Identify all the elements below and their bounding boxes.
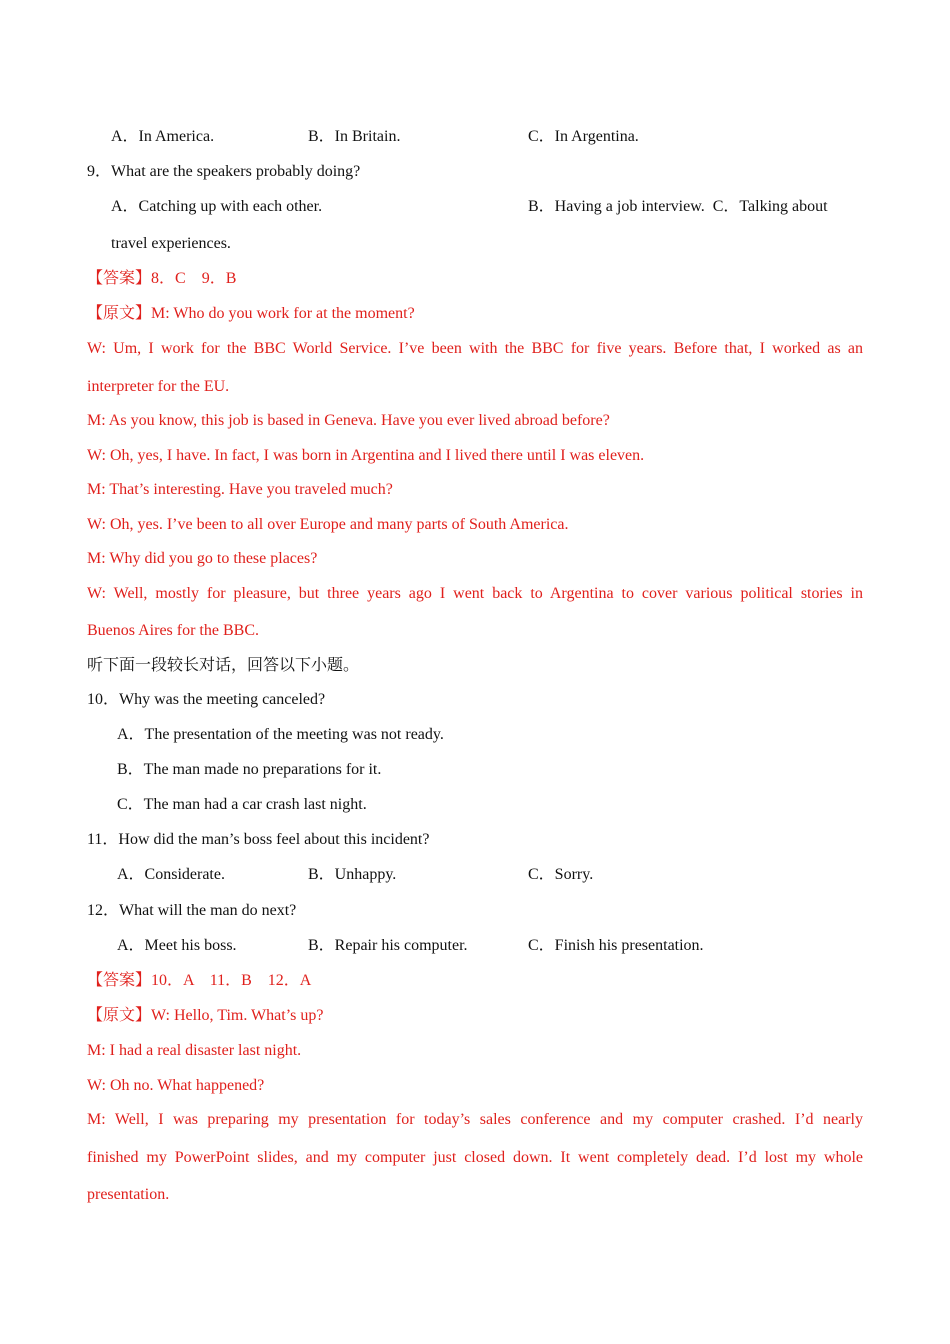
- transcript-line: W: Um, I work for the BBC World Service. I’ve been with the BBC for five years. Before that, I worked as an: [87, 340, 863, 357]
- q10-option-c: C．The man had a car crash last night.: [117, 796, 367, 813]
- transcript-line: W: Oh, yes, I have. In fact, I was born in Argentina and I lived there until I was eleven.: [87, 447, 645, 464]
- q12-option-a: A．Meet his boss.: [117, 937, 237, 954]
- transcript-line: finished my PowerPoint slides, and my computer just closed down. It went completely dead. I’d lost my whole: [87, 1149, 863, 1166]
- q10-option-a: A．The presentation of the meeting was not ready.: [117, 726, 444, 743]
- q12-question: 12．What will the man do next?: [87, 902, 297, 919]
- transcript-line-first: [87, 304, 863, 324]
- q12-option-c: C．Finish his presentation.: [528, 937, 704, 954]
- q9-question: 9．What are the speakers probably doing?: [87, 163, 361, 180]
- q10-option-b: B．The man made no preparations for it.: [117, 761, 382, 778]
- answer-line-1: [87, 269, 863, 289]
- q11-option-b: B．Unhappy.: [308, 866, 397, 883]
- q10-question: 10．Why was the meeting canceled?: [87, 691, 326, 708]
- transcript-label: 【原文】: [87, 1007, 152, 1024]
- answer-label: 【答案】: [87, 972, 152, 989]
- q8-option-b: B．In Britain.: [308, 128, 401, 145]
- q9-option-b: [528, 197, 828, 217]
- answer-text: 8．C 9．B: [151, 270, 237, 287]
- transcript-line: W: Oh, yes. I’ve been to all over Europe and many parts of South America.: [87, 516, 569, 533]
- transcript-line: M: Why did you go to these places?: [87, 550, 318, 567]
- section-instruction: 听下面一段较长对话，回答以下小题。: [87, 657, 360, 674]
- q9-option-c-continued: travel experiences.: [111, 235, 231, 252]
- q9-option-b-text: B．Having a job interview.: [528, 198, 705, 215]
- answer-line-2: [87, 971, 863, 991]
- transcript-line-first: [87, 1006, 863, 1026]
- transcript-line: M: Well, I was preparing my presentation for today’s sales conference and my computer crashed. I’d nearly: [87, 1111, 863, 1128]
- transcript-line: M: As you know, this job is based in Geneva. Have you ever lived abroad before?: [87, 412, 610, 429]
- transcript-line: M: That’s interesting. Have you traveled much?: [87, 481, 393, 498]
- q11-question: 11．How did the man’s boss feel about this incident?: [87, 831, 430, 848]
- transcript-line: W: Well, mostly for pleasure, but three years ago I went back to Argentina to cover various political stories in: [87, 585, 863, 602]
- q9-option-c-text: C．Talking about: [712, 198, 828, 215]
- q8-option-a: A．In America.: [111, 128, 215, 145]
- answer-text: 10．A 11．B 12．A: [151, 972, 312, 989]
- q8-option-c: C．In Argentina.: [528, 128, 639, 145]
- transcript-text: M: Who do you work for at the moment?: [151, 305, 415, 322]
- transcript-text: W: Hello, Tim. What’s up?: [151, 1007, 324, 1024]
- answer-label: 【答案】: [87, 270, 152, 287]
- transcript-line: presentation.: [87, 1186, 170, 1203]
- transcript-line: interpreter for the EU.: [87, 378, 230, 395]
- transcript-line: W: Oh no. What happened?: [87, 1077, 265, 1094]
- q12-option-b: B．Repair his computer.: [308, 937, 468, 954]
- transcript-line: M: I had a real disaster last night.: [87, 1042, 302, 1059]
- q9-option-a: A．Catching up with each other.: [111, 198, 323, 215]
- q11-option-a: A．Considerate.: [117, 866, 225, 883]
- transcript-label: 【原文】: [87, 305, 152, 322]
- transcript-line: Buenos Aires for the BBC.: [87, 622, 259, 639]
- q11-option-c: C．Sorry.: [528, 866, 594, 883]
